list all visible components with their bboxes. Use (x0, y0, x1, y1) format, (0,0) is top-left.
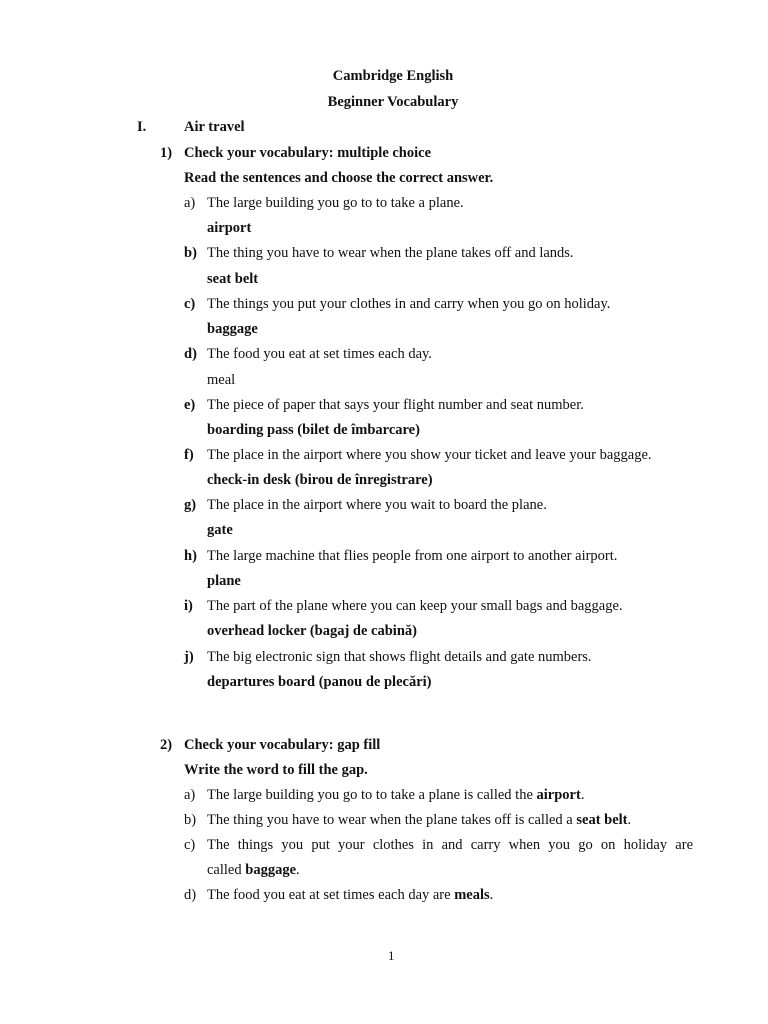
gap-item-letter: b) (184, 812, 197, 828)
gap-item-sentence: The food you eat at set times each day are meals. (207, 887, 494, 903)
item-question: The big electronic sign that shows flight details and gate numbers. (207, 649, 592, 665)
item-answer: plane (207, 573, 241, 589)
item-answer: overhead locker (bagaj de cabină) (207, 623, 417, 639)
item-answer: gate (207, 522, 233, 538)
item-answer: boarding pass (bilet de îmbarcare) (207, 422, 420, 438)
exercise-instruction: Read the sentences and choose the correct answer. (184, 170, 494, 186)
item-letter: c) (184, 296, 196, 312)
item-letter: h) (184, 548, 197, 564)
item-letter: a) (184, 195, 196, 211)
gap-item-sentence-line1: The things you put your clothes in and carry when you go on holiday are (207, 837, 693, 853)
item-answer: departures board (panou de plecări) (207, 674, 432, 690)
page-number: 1 (388, 948, 395, 963)
exercise-number: 2) (160, 737, 173, 753)
item-letter: e) (184, 397, 196, 413)
item-question: The part of the plane where you can keep your small bags and baggage. (207, 598, 623, 614)
item-letter: b) (184, 245, 197, 261)
item-answer: meal (207, 372, 236, 388)
item-letter: f) (184, 447, 194, 463)
gap-item-sentence: The thing you have to wear when the plane takes off is called a seat belt. (207, 812, 632, 828)
item-question: The food you eat at set times each day. (207, 346, 432, 362)
gap-item-letter: c) (184, 837, 196, 853)
item-question: The large building you go to to take a plane. (207, 195, 464, 211)
gap-item-letter: a) (184, 787, 196, 803)
gap-item-sentence: The large building you go to to take a plane is called the airport. (207, 787, 585, 803)
exercise-title: Check your vocabulary: multiple choice (184, 145, 432, 161)
document-subtitle: Beginner Vocabulary (327, 94, 459, 110)
item-letter: g) (184, 497, 197, 513)
gap-item-sentence-line2: called baggage. (207, 862, 300, 878)
item-question: The piece of paper that says your flight number and seat number. (207, 397, 584, 413)
item-letter: j) (184, 649, 194, 665)
item-question: The place in the airport where you wait to board the plane. (207, 497, 547, 513)
gap-answer: meals (454, 887, 490, 903)
item-answer: seat belt (207, 271, 259, 287)
exercise-instruction: Write the word to fill the gap. (184, 762, 368, 778)
item-question: The things you put your clothes in and carry when you go on holiday. (207, 296, 611, 312)
exercise-number: 1) (160, 145, 173, 161)
item-answer: airport (207, 220, 252, 236)
item-question: The thing you have to wear when the plane takes off and lands. (207, 245, 574, 261)
gap-answer: seat belt (576, 812, 628, 828)
item-question: The place in the airport where you show your ticket and leave your baggage. (207, 447, 652, 463)
item-answer: baggage (207, 321, 258, 337)
section-number: I. (137, 119, 147, 135)
section-title: Air travel (184, 119, 245, 135)
item-letter: d) (184, 346, 197, 362)
document-title: Cambridge English (332, 68, 454, 84)
gap-item-letter: d) (184, 887, 197, 903)
item-question: The large machine that flies people from one airport to another airport. (207, 548, 618, 564)
gap-answer: airport (536, 787, 581, 803)
exercise-title: Check your vocabulary: gap fill (184, 737, 381, 753)
item-letter: i) (184, 598, 193, 614)
item-answer: check-in desk (birou de înregistrare) (207, 472, 433, 488)
gap-answer: baggage (245, 862, 296, 878)
